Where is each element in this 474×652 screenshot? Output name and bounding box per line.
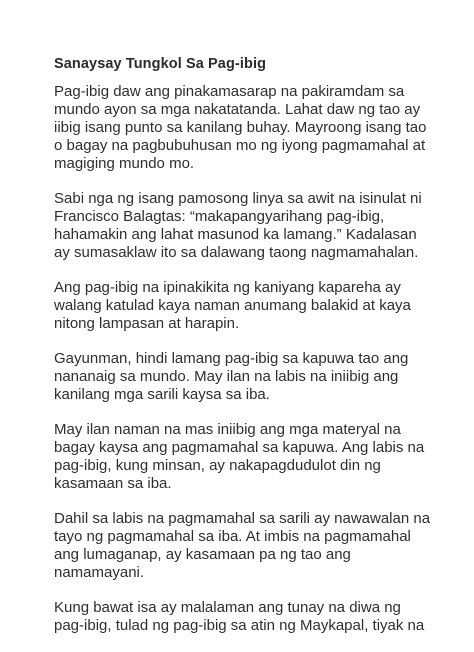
text-line: kasamaan sa iba. xyxy=(54,475,172,492)
paragraph-5 xyxy=(54,421,474,493)
text-line: Pag-ibig daw ang pinakamasarap na pakiramdam sa xyxy=(54,83,405,100)
text-line: tayo ng pagmamahal sa iba. At imbis na pagmamahal xyxy=(54,528,411,545)
text-line: o bagay na pagbubuhusan mo ng iyong pagmamahal at xyxy=(54,137,426,154)
text-line: ang lumaganap, ay kasamaan pa ng tao ang xyxy=(54,546,351,563)
text-line: iibig isang punto sa kanilang buhay. Mayroong isang tao xyxy=(54,119,427,136)
text-line: Francisco Balagtas: “makapangyarihang pag-ibig, xyxy=(54,208,385,225)
paragraph-4 xyxy=(54,350,474,404)
text-line: nananaig sa mundo. May ilan na labis na iniibig ang xyxy=(54,368,399,385)
text-line: hahamakin ang lahat masunod ka lamang.” Kadalasan xyxy=(54,226,417,243)
text-line: Sabi nga ng isang pamosong linya sa awit na isinulat ni xyxy=(54,190,422,207)
paragraph-6 xyxy=(54,510,474,582)
text-line: ay sumasaklaw ito sa dalawang taong nagmamahalan. xyxy=(54,244,419,261)
document-title: Sanaysay Tungkol Sa Pag-ibig xyxy=(54,56,267,72)
text-line: Gayunman, hindi lamang pag-ibig sa kapuwa tao ang xyxy=(54,350,409,367)
document-body xyxy=(54,83,474,652)
paragraph-3 xyxy=(54,279,474,333)
text-line: May ilan naman na mas iniibig ang mga materyal na xyxy=(54,421,401,438)
text-line: walang katulad kaya naman anumang balakid at kaya xyxy=(54,297,411,314)
text-line: Ang pag-ibig na ipinakikita ng kaniyang kapareha ay xyxy=(54,279,401,296)
paragraph-2 xyxy=(54,190,474,262)
text-line: Dahil sa labis na pagmamahal sa sarili ay nawawalan na xyxy=(54,510,431,527)
paragraph-7 xyxy=(54,599,474,635)
text-line: bagay kaysa ang pagmamahal sa kapuwa. Ang labis na xyxy=(54,439,425,456)
text-line: pag-ibig, tulad ng pag-ibig sa atin ng Maykapal, tiyak na xyxy=(54,617,425,634)
paragraph-1 xyxy=(54,83,474,173)
text-line: Kung bawat isa ay malalaman ang tunay na diwa ng xyxy=(54,599,401,616)
text-line: namamayani. xyxy=(54,564,145,581)
text-line: pag-ibig, kung minsan, ay nakapagdudulot din ng xyxy=(54,457,381,474)
text-line: nitong lampasan at harapin. xyxy=(54,315,240,332)
text-line: mundo ayon sa mga nakatatanda. Lahat daw ng tao ay xyxy=(54,101,421,118)
text-line: magiging mundo mo. xyxy=(54,155,195,172)
text-line: kanilang mga sarili kaysa sa iba. xyxy=(54,386,270,403)
